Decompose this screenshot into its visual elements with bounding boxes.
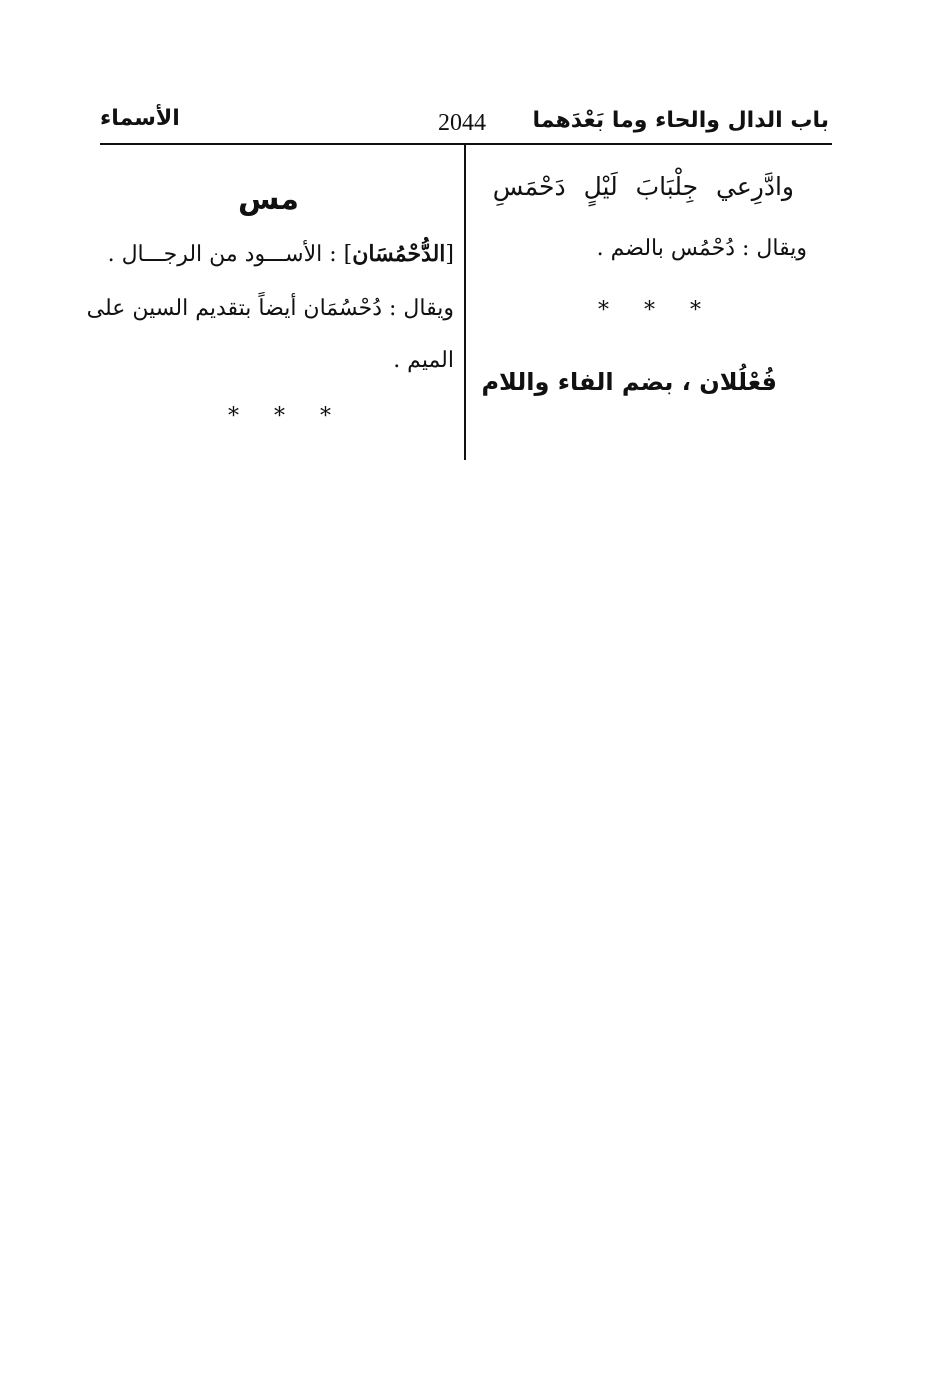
verse-line: وادَّرِعي جِلْبَابَ لَيْلٍ دَحْمَسِ <box>492 172 794 201</box>
section-heading: فُعْلُلان ، بضم الفاء واللام <box>481 368 777 396</box>
header-rule <box>100 143 832 145</box>
entry-text-line: ويقال : دُحْسُمَان أيضاً بتقديم السين على <box>86 296 454 321</box>
page-number: 2044 <box>438 110 486 136</box>
headword: الدُّحْمُسَان <box>352 241 446 267</box>
right-text-line: ويقال : دُحْمُس بالضم . <box>596 236 807 261</box>
section-stars: * * * <box>598 298 715 323</box>
entry-text-line: الميم . <box>393 348 454 373</box>
section-stars: * * * <box>228 404 345 429</box>
section-label: الأسماء <box>100 106 180 131</box>
column-divider <box>464 145 466 460</box>
entry-text-line <box>108 241 454 267</box>
definition-text: ] : الأســـود من الرجـــال . <box>107 242 353 267</box>
bracket-open: [ <box>445 242 454 267</box>
chapter-title: باب الدال والحاء وما بَعْدَهما <box>532 108 829 133</box>
entry-heading: مس <box>238 182 299 217</box>
